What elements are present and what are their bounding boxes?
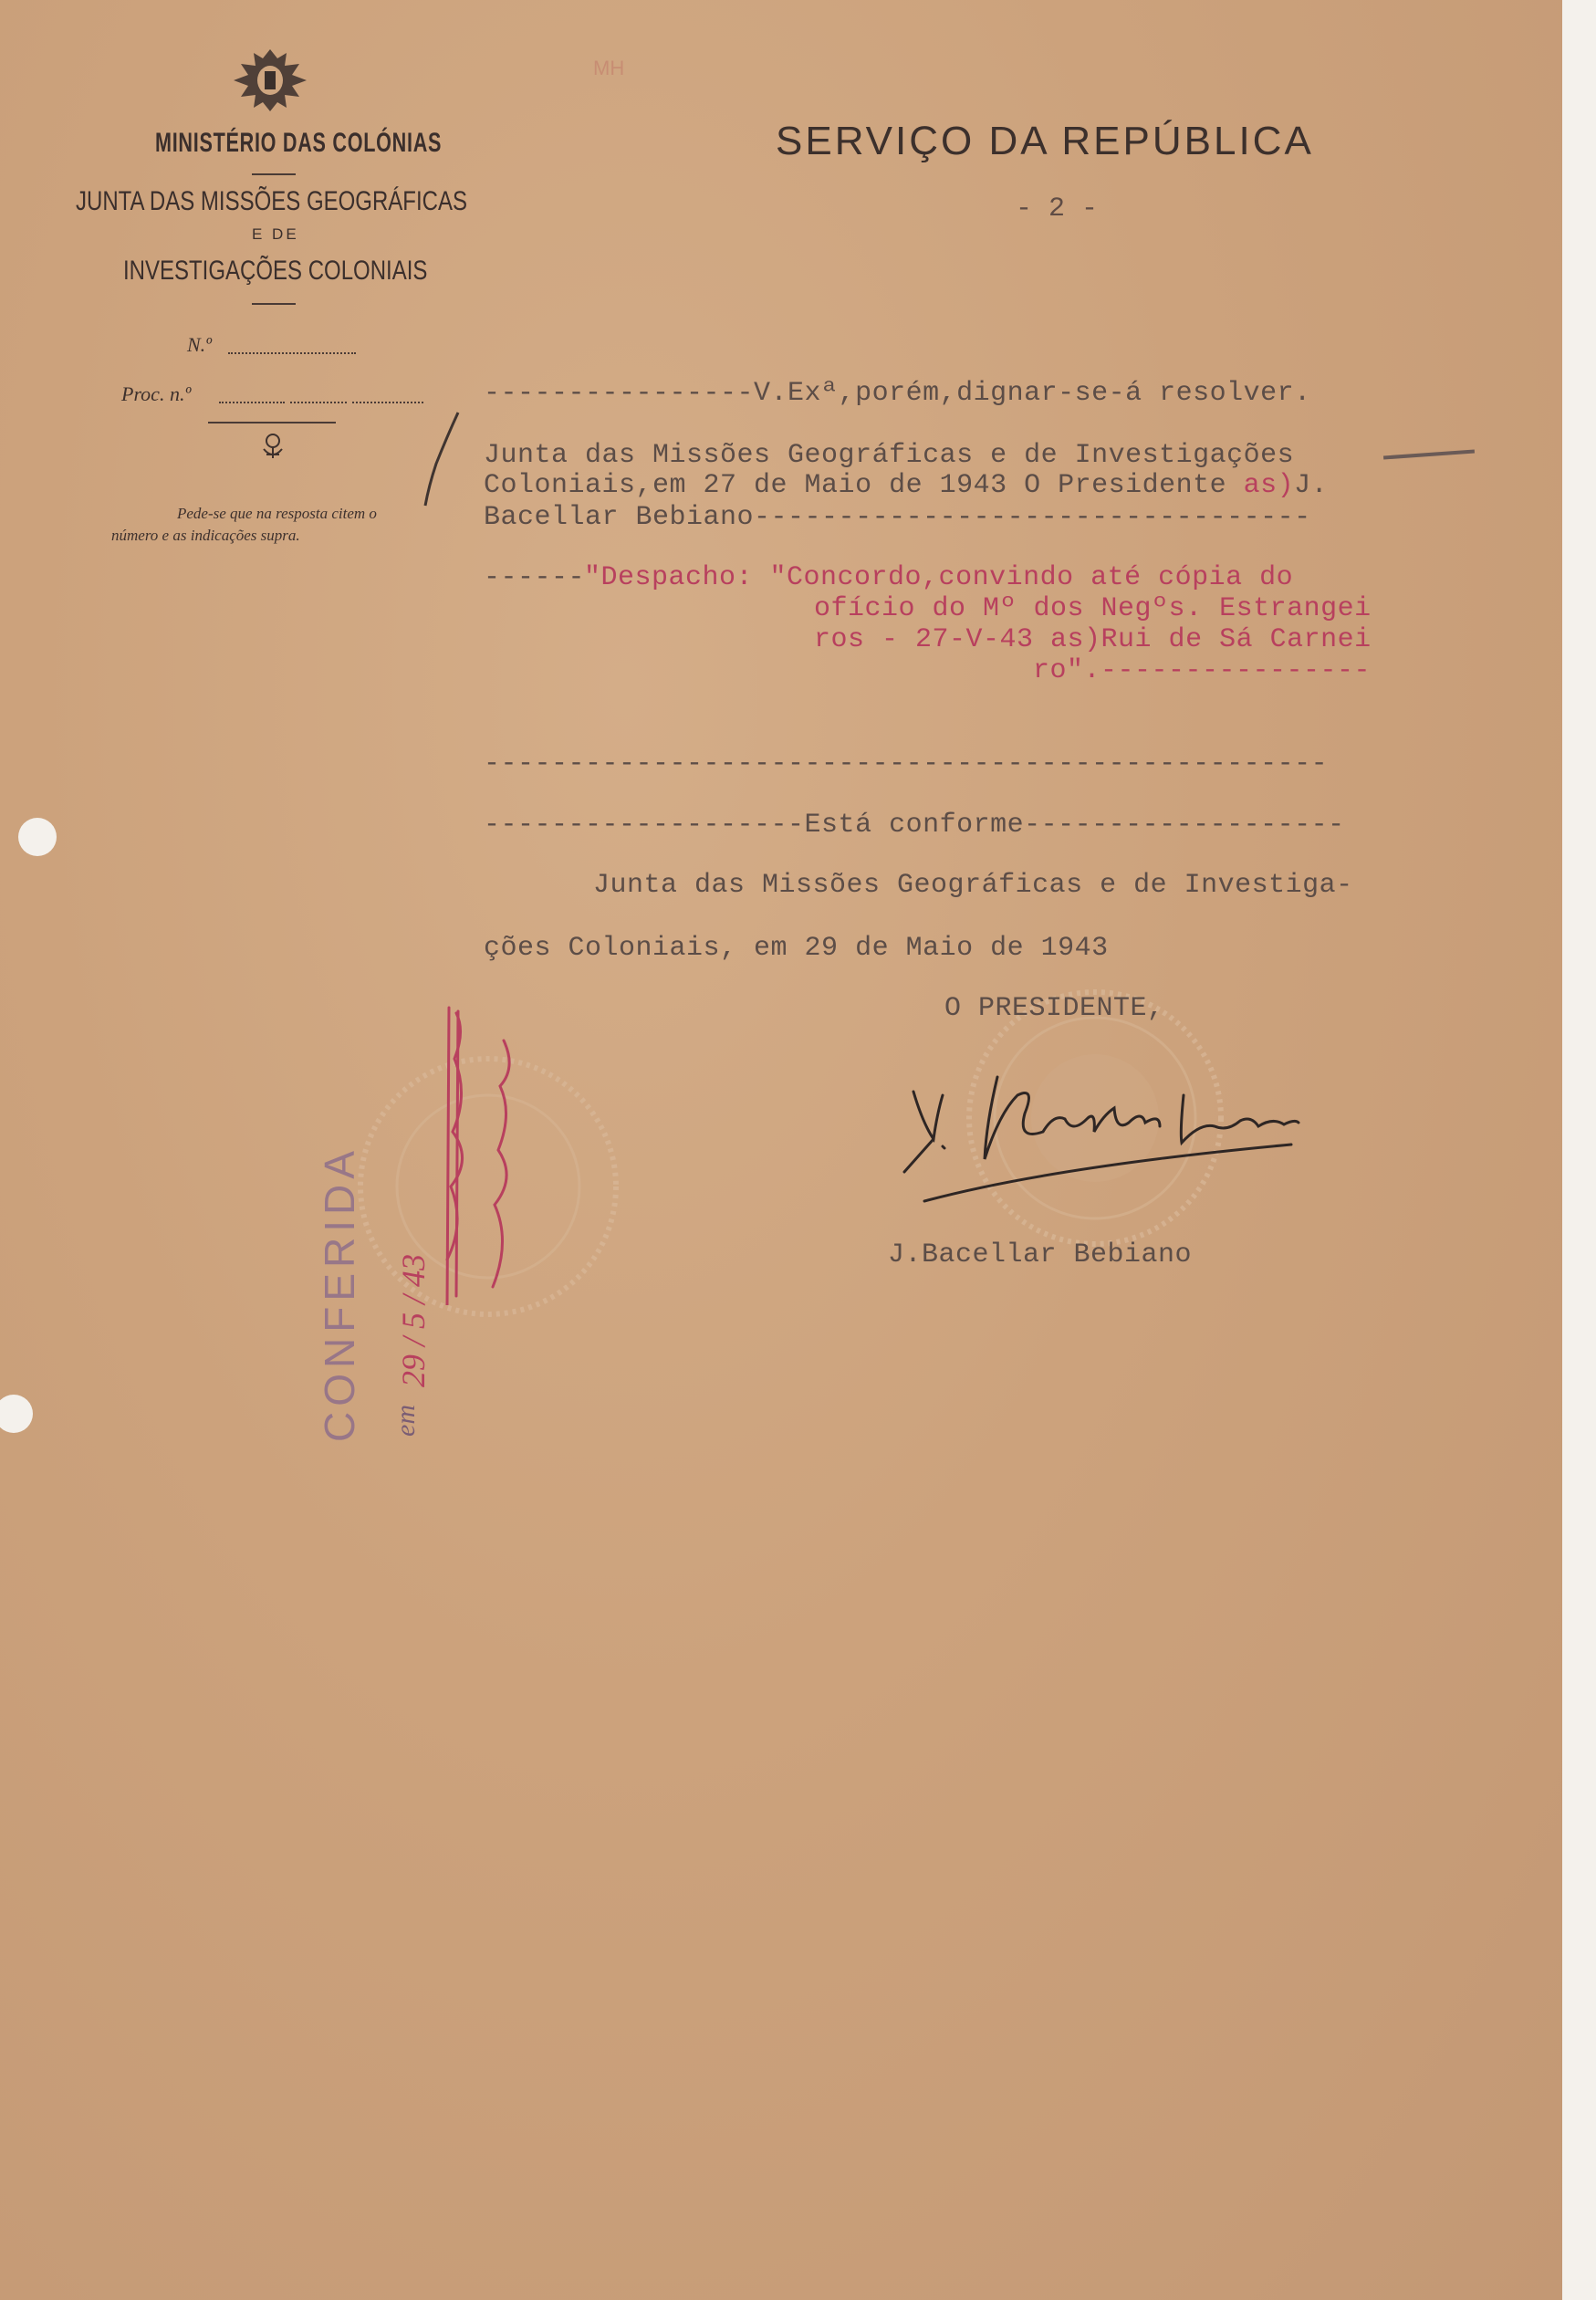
despacho-line-4-text: ro". [1033, 655, 1101, 686]
separator-line: -------------------------------------------------- [484, 748, 1329, 779]
despacho-line-2: ofício do Mº dos Negºs. Estrangei [814, 593, 1372, 624]
presidente-label: O PRESIDENTE, [944, 993, 1164, 1024]
despacho-line-3: ros - 27-V-43 as)Rui de Sá Carnei [814, 624, 1372, 655]
letterhead-divider-1 [252, 173, 296, 175]
ministry-title: MINISTÉRIO DAS COLÓNIAS [155, 128, 443, 158]
corner-mark: MH [593, 57, 625, 79]
paragraph-2-text: Coloniais,em 27 de Maio de 1943 O Presidente [484, 470, 1244, 501]
numero-label: N.º [187, 333, 212, 356]
coat-of-arms-icon [226, 46, 314, 115]
despacho-line-4 [1033, 655, 1371, 686]
reply-note-line-1: Pede-se que na resposta citem o [177, 505, 377, 522]
closing-line-1: Junta das Missões Geográficas e de Investiga- [593, 870, 1353, 901]
despacho-line-1: "Despacho: "Concordo,convindo até cópia do [584, 562, 1294, 593]
conferida-stamp-date: 29 / 5 / 43 [395, 1253, 432, 1387]
proc-field-2 [290, 402, 347, 403]
proc-field-3 [352, 402, 423, 403]
pencil-mark [412, 409, 467, 509]
proc-field-1 [219, 402, 285, 403]
signature-name: J.Bacellar Bebiano [888, 1239, 1193, 1270]
punch-hole-top [18, 818, 57, 856]
despacho-line-4-dashes: ---------------- [1101, 655, 1372, 686]
despacho-dashes: ------ [484, 562, 586, 593]
paragraph-2-line-3: Bacellar Bebiano--------------------------------- [484, 502, 1311, 533]
closing-line-2: ções Coloniais, em 29 de Maio de 1943 [484, 933, 1109, 964]
paragraph-2-as: as) [1243, 470, 1295, 501]
paragraph-2-initial: J. [1294, 470, 1329, 501]
ink-stroke [1383, 450, 1475, 460]
conferida-stamp-word: CONFERIDA [316, 1145, 363, 1442]
junta-e-de: E DE [252, 225, 299, 243]
body-line-1: ----------------V.Exª,porém,dignar-se-á resolver. [484, 378, 1311, 409]
reply-note-line-2: número e as indicações supra. [111, 527, 300, 544]
conferida-stamp-em: em [391, 1405, 421, 1437]
paragraph-2-line-1: Junta das Missões Geográficas e de Investigações [484, 440, 1295, 471]
handwritten-signature [890, 1059, 1309, 1214]
numero-field [228, 352, 356, 354]
junta-line-2: INVESTIGAÇÕES COLONIAIS [123, 256, 428, 286]
red-ink-initials [429, 1004, 538, 1305]
punch-hole-bottom [0, 1395, 33, 1433]
page-number: - 2 - [1016, 193, 1099, 225]
service-title: SERVIÇO DA REPÚBLICA [776, 119, 1314, 163]
junta-line-1: JUNTA DAS MISSÕES GEOGRÁFICAS [76, 186, 467, 216]
letterhead-divider-2 [252, 303, 296, 305]
paragraph-2-line-2 [484, 470, 1328, 501]
ornament-icon [258, 431, 287, 462]
proc-label: Proc. n.º [121, 382, 192, 405]
conforme-line: -------------------Está conforme------------------- [484, 810, 1345, 841]
letterhead-divider-3 [208, 422, 336, 423]
